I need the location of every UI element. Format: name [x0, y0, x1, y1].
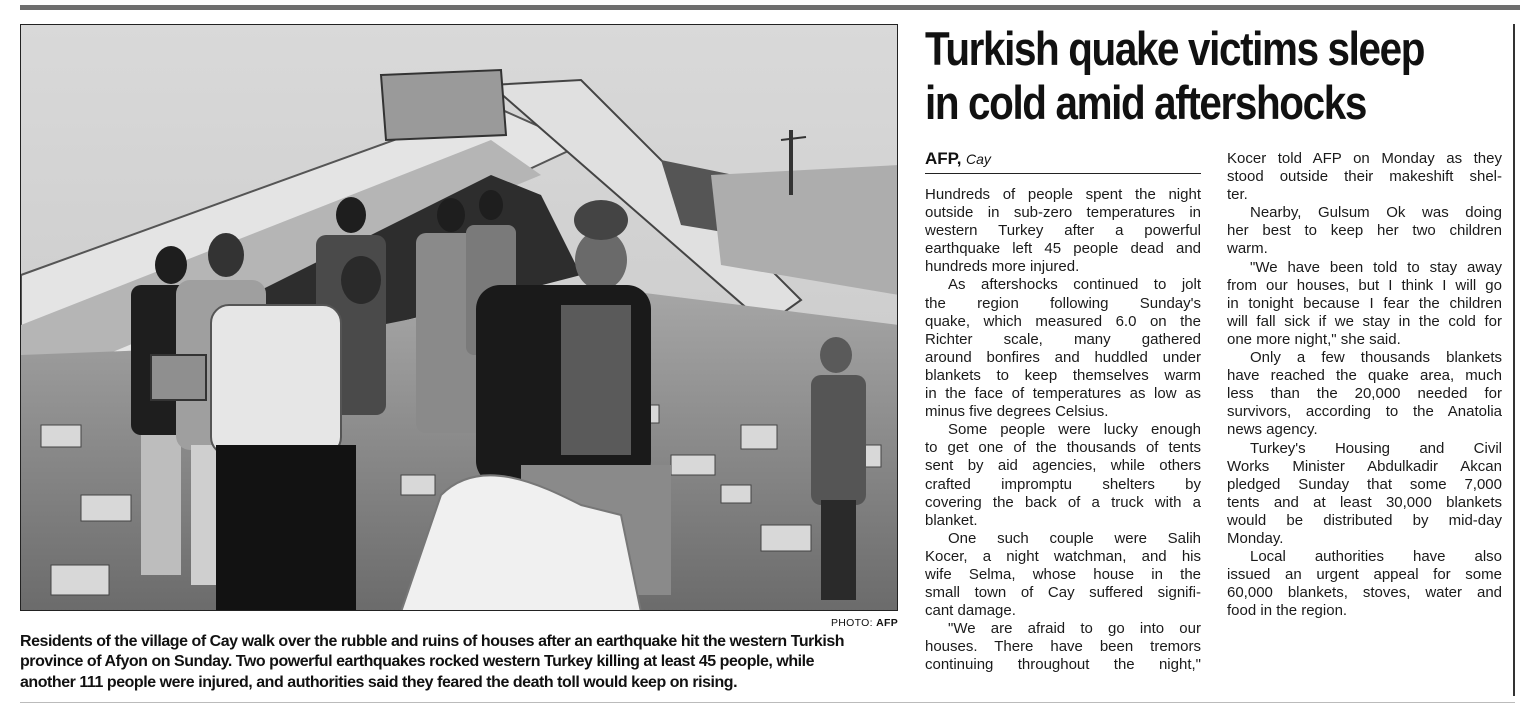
article-line: Some people were lucky enough	[948, 421, 1201, 439]
article-line: pledged Sunday that some 7,000	[1227, 475, 1502, 493]
article-line: 60,000 blankets, stoves, water and	[1227, 584, 1502, 602]
article-line: crafted impromptu shelters by	[925, 475, 1201, 493]
column-rule	[1513, 24, 1515, 696]
caption-line: Residents of the village of Cay walk over the rubble and ruins of houses after an earthquake hit the western Turkish	[20, 633, 845, 650]
article-line: news agency.	[1227, 421, 1318, 439]
article-line: the region following Sunday's	[925, 294, 1201, 312]
photo-caption	[20, 632, 900, 693]
byline	[925, 149, 1201, 174]
article-line: in tonight because I fear the children	[1227, 294, 1502, 312]
article-line: sent by aid agencies, while others	[925, 457, 1201, 475]
bottom-rule	[20, 702, 1515, 703]
headline-line: Turkish quake victims sleep	[925, 22, 1425, 75]
byline-place: Cay	[966, 151, 991, 167]
article-line: earthquake left 45 people dead and	[925, 240, 1201, 258]
article-line: Only a few thousands blankets	[1250, 349, 1502, 367]
article-line: in the face of temperatures as low as	[925, 385, 1201, 403]
article-line: survivors, according to the Anatolia	[1227, 403, 1502, 421]
article-line: Kocer, a night watchman, and his	[925, 547, 1201, 565]
article-line: "We are afraid to go into our	[948, 620, 1201, 638]
article-line: covering the back of a truck with a	[925, 493, 1201, 511]
byline-agency: AFP,	[925, 149, 962, 168]
article-line: around bonfires and huddled under	[925, 348, 1201, 366]
article-line: one more night," she said.	[1227, 330, 1401, 348]
article-line: issued an urgent appeal for some	[1227, 566, 1502, 584]
article-line: hundreds more injured.	[925, 258, 1080, 276]
article-line: from our houses, but I think I will go	[1227, 276, 1502, 294]
article-line: blankets to keep themselves warm	[925, 366, 1201, 384]
article-line: continuing throughout the night,"	[925, 656, 1201, 674]
article-line: would be distributed by mid-day	[1227, 511, 1502, 529]
caption-line: province of Afyon on Sunday. Two powerful earthquakes rocked western Turkey killing at least 45 people, while	[20, 653, 815, 671]
caption-line: another 111 people were injured, and authorities said they feared the death toll would keep on rising.	[20, 673, 738, 691]
article-line: quake, which measured 6.0 on the	[925, 312, 1201, 330]
article-line: stood outside their makeshift shel-	[1227, 168, 1502, 186]
article-line: ter.	[1227, 186, 1248, 204]
article-column-2	[1227, 150, 1502, 620]
article-line: One such couple were Salih	[948, 529, 1201, 547]
article-line: to get one of the thousands of tents	[925, 439, 1201, 457]
article-column-1	[925, 186, 1201, 675]
article-line: blanket.	[925, 511, 978, 529]
article-line: Local authorities have also	[1250, 548, 1502, 566]
article-line: houses. There have been tremors	[925, 638, 1201, 656]
news-photo	[20, 24, 898, 611]
headline	[925, 22, 1510, 130]
article-line: "We have been told to stay away	[1250, 258, 1502, 276]
headline-line: in cold amid aftershocks	[925, 76, 1366, 129]
article-line: less than the 20,000 needed for	[1227, 385, 1502, 403]
article-line: small town of Cay suffered signifi-	[925, 584, 1201, 602]
photo-credit	[20, 617, 898, 629]
article-line: As aftershocks continued to jolt	[948, 276, 1201, 294]
article-line: Richter scale, many gathered	[925, 330, 1201, 348]
article-line: warm.	[1227, 240, 1268, 258]
article-line: Monday.	[1227, 529, 1284, 547]
article-line: Kocer told AFP on Monday as they	[1227, 150, 1502, 167]
article-line: have reached the quake area, much	[1227, 367, 1502, 385]
photo-credit-source: AFP	[876, 617, 898, 629]
article-line: western Turkey after a powerful	[925, 222, 1201, 240]
photo-illustration	[21, 25, 898, 611]
photo-credit-label: PHOTO:	[831, 617, 877, 629]
article-line: tents and at least 30,000 blankets	[1227, 493, 1502, 511]
article-line: will fall sick if we stay in the cold for	[1227, 312, 1502, 330]
article-line: Works Minister Abdulkadir Akcan	[1227, 457, 1502, 475]
article-line: wife Selma, whose house in the	[925, 565, 1201, 583]
article-line: her best to keep her two children	[1227, 222, 1502, 240]
article-line: Nearby, Gulsum Ok was doing	[1250, 204, 1502, 222]
top-rule	[20, 5, 1520, 10]
article-line: Turkey's Housing and Civil	[1250, 439, 1502, 457]
article-line: food in the region.	[1227, 602, 1348, 620]
article-line: cant damage.	[925, 602, 1016, 620]
article-line: outside in sub-zero temperatures in	[925, 204, 1201, 222]
article-line: minus five degrees Celsius.	[925, 403, 1109, 421]
article-line: Hundreds of people spent the night	[925, 186, 1201, 203]
